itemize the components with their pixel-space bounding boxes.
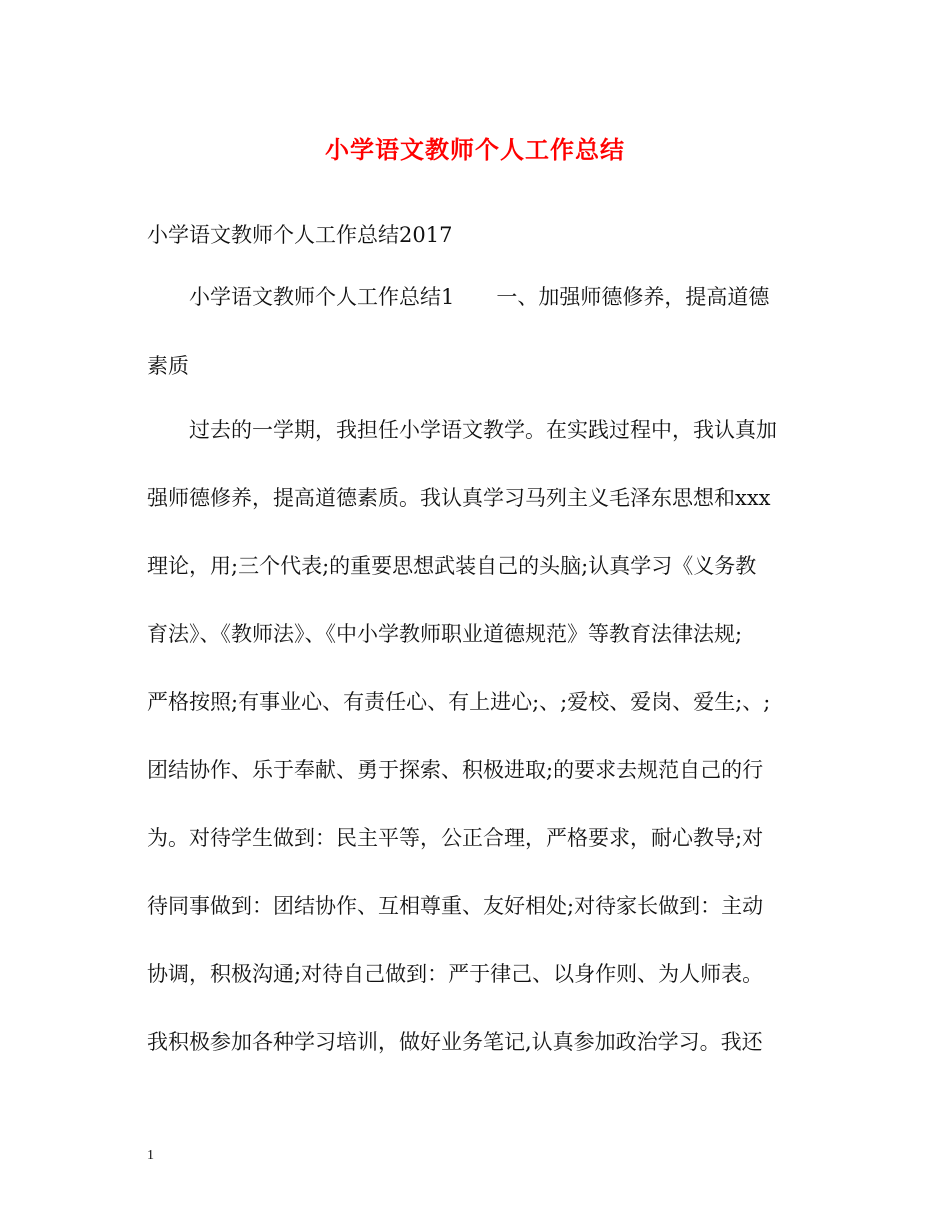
paragraph-line: 协调，积极沟通;对待自己做到：严于律己、以身作则、为人师表。 [147,962,764,986]
paragraph-line: 强师德修养，提高道德素质。我认真学习马列主义毛泽东思想和xxx [147,486,771,510]
paragraph-line: 过去的一学期，我担任小学语文教学。在实践过程中，我认真加 [189,418,777,442]
paragraph-line: 小学语文教师个人工作总结1 一、加强师德修养，提高道德 [189,285,770,309]
paragraph-line: 严格按照;有事业心、有责任心、有上进心;、;爱校、爱岗、爱生;、; [147,690,771,714]
paragraph-line: 我积极参加各种学习培训，做好业务笔记,认真参加政治学习。我还 [147,1030,763,1054]
paragraph-line: 待同事做到：团结协作、互相尊重、友好相处;对待家长做到：主动 [147,894,764,918]
paragraph-line: 团结协作、乐于奉献、勇于探索、积极进取;的要求去规范自己的行 [147,758,764,782]
document-title: 小学语文教师个人工作总结 [325,135,625,164]
paragraph-line: 理论，用;三个代表;的重要思想武装自己的头脑;认真学习《义务教 [147,554,757,578]
paragraph-line: 为。对待学生做到：民主平等，公正合理，严格要求，耐心教导;对 [147,826,764,850]
paragraph-line: 素质 [147,354,189,378]
page-number: 1 [147,1148,154,1163]
paragraph-line: 育法》、《教师法》、《中小学教师职业道德规范》等教育法律法规; [147,622,743,646]
document-subtitle: 小学语文教师个人工作总结2017 [147,223,453,247]
